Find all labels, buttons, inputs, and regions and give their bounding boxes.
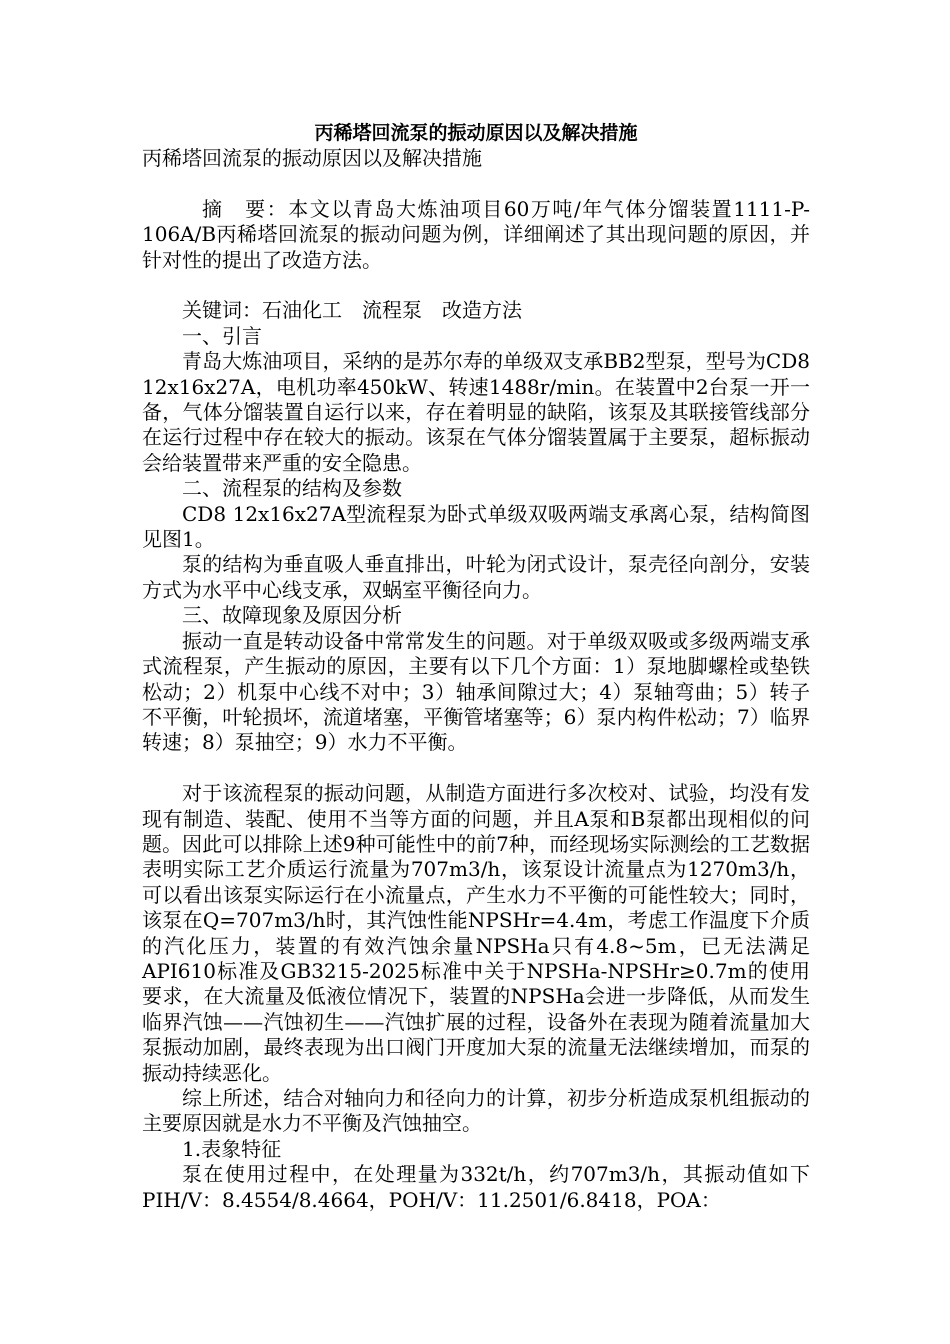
keywords-line: 关键词：石油化工 流程泵 改造方法 <box>182 298 522 323</box>
section-heading-structure: 二、流程泵的结构及参数 <box>182 476 402 501</box>
section-heading-introduction: 一、引言 <box>182 323 262 348</box>
document-body <box>142 120 810 1213</box>
blank-line <box>142 171 810 196</box>
paragraph: 综上所述，结合对轴向力和径向力的计算，初步分析造成泵机组振动的主要原因就是水力不平衡及汽蚀抽空。 <box>142 1085 810 1136</box>
document-subtitle: 丙稀塔回流泵的振动原因以及解决措施 <box>142 146 482 170</box>
document-title: 丙稀塔回流泵的振动原因以及解决措施 <box>314 122 638 144</box>
paragraph: 对于该流程泵的振动问题，从制造方面进行多次校对、试验，均没有发现有制造、装配、使用不当等方面的问题，并且A泵和B泵都出现相似的问题。因此可以排除上述9种可能性中的前7种，而经现场实际测绘的工艺数据表明实际工艺介质运行流量为707m3/h，该泵设计流量点为1270m3/h，可以看出该泵实际运行在小流量点，产生水力不平衡的可能性较大；同时，该泵在Q=707m3/h时，其汽蚀性能NPSHr=4.4m，考虑工作温度下介质的汽化压力，装置的有效汽蚀余量NPSHa只有4.8~5m，已无法满足API610标准及GB3215-2025标准中关于NPSHa-NPSHr≥0.7m的使用要求，在大流量及低液位情况下，装置的NPSHa会进一步降低，从而发生临界汽蚀——汽蚀初生——汽蚀扩展的过程，设备外在表现为随着流量加大泵振动加剧，最终表现为出口阀门开度加大泵的流量无法继续增加，而泵的振动持续恶化。 <box>142 781 810 1085</box>
section-heading-fault-analysis: 三、故障现象及原因分析 <box>182 603 402 628</box>
paragraph: 泵在使用过程中，在处理量为332t/h，约707m3/h，其振动值如下PIH/V：8.4554/8.4664，POH/V：11.2501/6.8418，POA： <box>142 1162 810 1212</box>
paragraph: 青岛大炼油项目，采纳的是苏尔寿的单级双支承BB2型泵，型号为CD8 12x16x27A，电机功率450kW、转速1488r/min。在装置中2台泵一开一备，气体分馏装置自运行以来，存在着明显的缺陷，该泵及其联接管线部分在运行过程中存在较大的振动。该泵在气体分馏装置属于主要泵，超标振动会给装置带来严重的安全隐患。 <box>142 349 810 475</box>
paragraph: CD8 12x16x27A型流程泵为卧式单级双吸两端支承离心泵，结构简图见图1。 <box>142 501 810 552</box>
paragraph: 泵的结构为垂直吸人垂直排出，叶轮为闭式设计，泵壳径向剖分，安装方式为水平中心线支承，双蜗室平衡径向力。 <box>142 552 810 602</box>
subsection-heading: 1.表象特征 <box>182 1136 282 1161</box>
abstract-paragraph: 摘 要：本文以青岛大炼油项目60万吨/年气体分馏装置1111-P-106A/B丙稀塔回流泵的振动问题为例，详细阐述了其出现问题的原因，并针对性的提出了改造方法。 <box>142 196 810 272</box>
paragraph: 振动一直是转动设备中常常发生的问题。对于单级双吸或多级两端支承式流程泵，产生振动的原因，主要有以下几个方面：1）泵地脚螺栓或垫铁松动；2）机泵中心线不对中；3）轴承间隙过大；4）泵轴弯曲；5）转子不平衡，叶轮损坏，流道堵塞，平衡管堵塞等；6）泵内构件松动；7）临界转速；8）泵抽空；9）水力不平衡。 <box>142 628 810 755</box>
blank-line <box>142 756 810 781</box>
blank-line <box>142 273 810 298</box>
